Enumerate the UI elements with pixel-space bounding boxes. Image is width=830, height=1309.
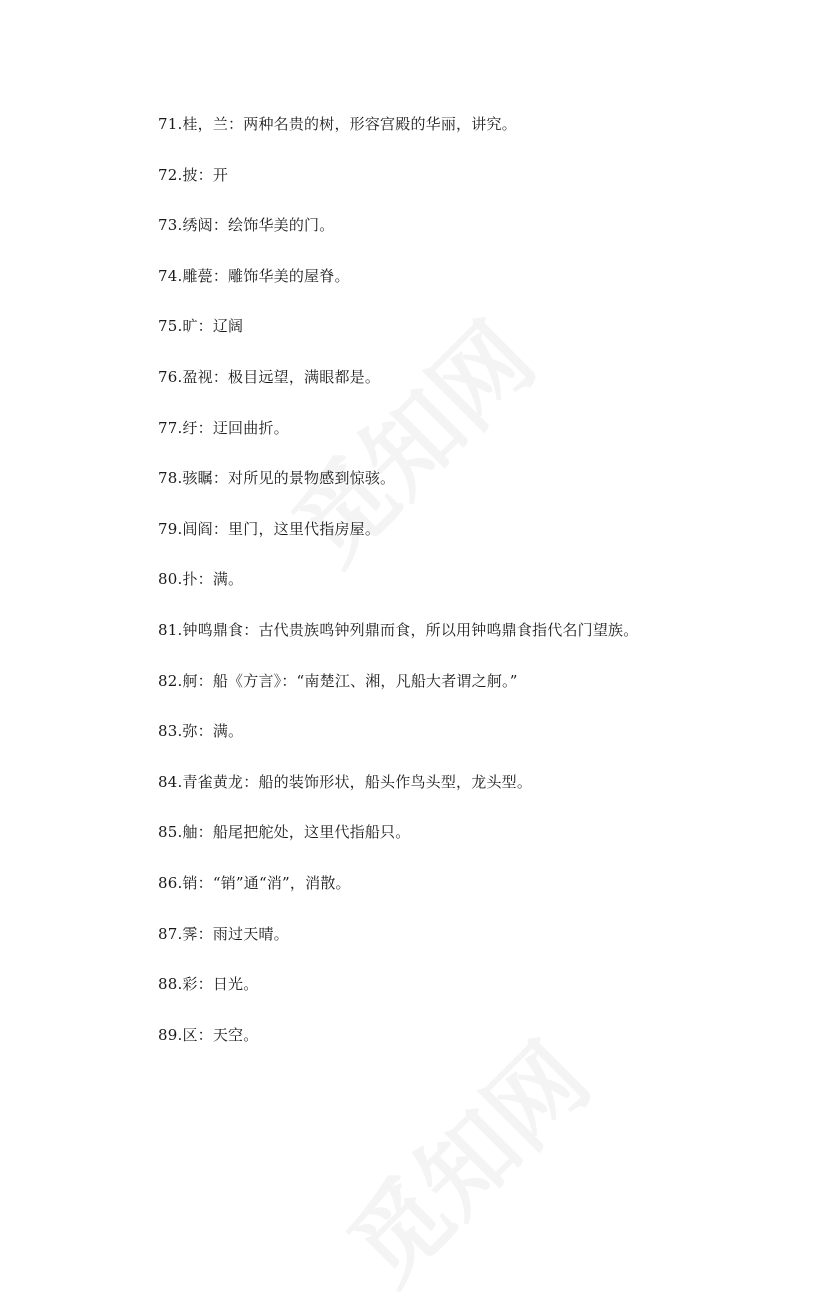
glossary-entry: 84.青雀黄龙：船的装饰形状，船头作鸟头型，龙头型。 xyxy=(158,772,533,791)
glossary-entry: 71.桂，兰：两种名贵的树，形容宫殿的华丽，讲究。 xyxy=(158,115,517,133)
glossary-entry: 80.扑：满。 xyxy=(158,570,244,589)
glossary-entry: 83.弥：满。 xyxy=(158,722,244,741)
glossary-entry: 88.彩：日光。 xyxy=(158,975,259,994)
glossary-entry: 87.霁：雨过天晴。 xyxy=(158,924,289,943)
glossary-entry: 85.舳：船尾把舵处，这里代指船只。 xyxy=(158,823,411,842)
glossary-entry: 73.绣闼：绘饰华美的门。 xyxy=(158,216,335,235)
glossary-entry: 72.披：开 xyxy=(158,165,229,184)
glossary-entry: 79.闾阎：里门，这里代指房屋。 xyxy=(158,519,381,538)
glossary-entry: 74.雕甍：雕饰华美的屋脊。 xyxy=(158,266,350,285)
glossary-entry: 78.骇瞩：对所见的景物感到惊骇。 xyxy=(158,469,396,488)
glossary-entry: 82.舸：船《方言》：“南楚江、湘，凡船大者谓之舸。” xyxy=(158,671,518,690)
glossary-list xyxy=(158,112,798,1073)
glossary-entry: 75.旷：辽阔 xyxy=(158,317,244,336)
glossary-entry: 76.盈视：极目远望，满眼都是。 xyxy=(158,367,381,386)
glossary-entry: 81.钟鸣鼎食：古代贵族鸣钟列鼎而食，所以用钟鸣鼎食指代名门望族。 xyxy=(158,620,639,639)
glossary-entry: 77.纡：迂回曲折。 xyxy=(158,418,289,437)
glossary-entry: 86.销：“销”通“消”，消散。 xyxy=(158,873,351,892)
glossary-entry: 89.区：天空。 xyxy=(158,1025,259,1044)
